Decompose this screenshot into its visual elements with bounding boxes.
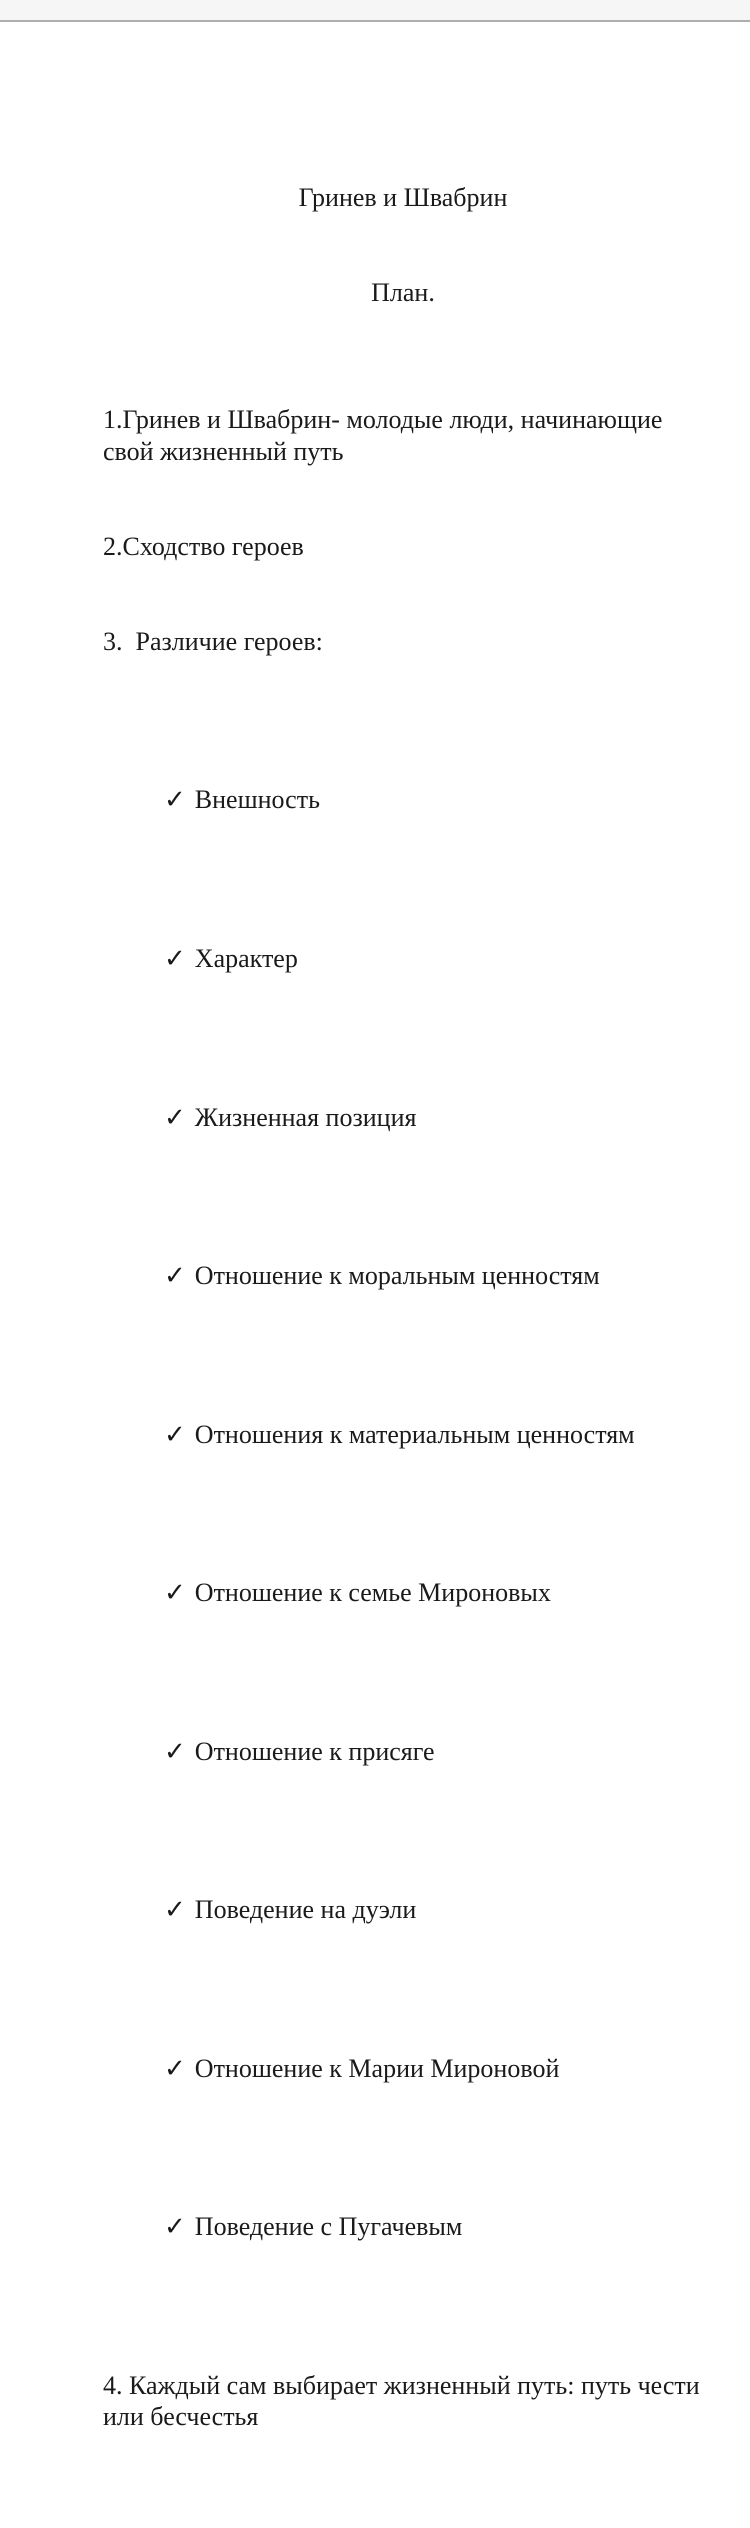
checklist-item: [103, 1228, 703, 1323]
check-icon: ✓: [164, 2212, 186, 2242]
checklist-item-label: Отношение к семье Мироновых: [194, 1578, 551, 1608]
checklist-item: [103, 1704, 703, 1799]
checklist-item-label: Отношение к Марии Мироновой: [194, 2053, 560, 2083]
checklist-item: [103, 2179, 703, 2274]
check-icon: ✓: [164, 1895, 186, 1925]
outline-item-2: 2.Сходство героев: [103, 531, 304, 561]
outline-document: [103, 87, 707, 2528]
checklist-item-label: Поведение на дуэли: [194, 1895, 417, 1925]
checklist-item-label: Поведение с Пугачевым: [194, 2212, 463, 2242]
checklist-item: [103, 2021, 703, 2116]
check-icon: ✓: [164, 1102, 186, 1132]
checklist-item-label: Жизненная позиция: [194, 1102, 417, 1132]
check-icon: ✓: [164, 1578, 186, 1608]
outline-item-1: 1.Гринев и Швабрин- молодые люди, начинающие свой жизненный путь: [103, 405, 669, 466]
document-title: Гринев и Швабрин: [298, 183, 508, 213]
check-icon: ✓: [164, 1419, 186, 1449]
checklist-item: [103, 1070, 703, 1165]
checklist-item-label: Характер: [194, 943, 298, 973]
checklist-item: [103, 1545, 703, 1640]
check-icon: ✓: [164, 785, 186, 815]
checklist-item: [103, 1862, 703, 1957]
check-icon: ✓: [164, 943, 186, 973]
checklist-item-label: Отношение к моральным ценностям: [194, 1261, 600, 1291]
checklist-item: [103, 911, 703, 1006]
top-chrome-strip: [0, 0, 750, 22]
checklist-item: [103, 1387, 703, 1482]
document-page: [0, 22, 750, 2432]
checklist-item-label: Отношение к присяге: [194, 1736, 435, 1766]
checklist-item-label: Внешность: [194, 785, 320, 815]
check-icon: ✓: [164, 1261, 186, 1291]
check-icon: ✓: [164, 2053, 186, 2083]
outline-item-4: 4. Каждый сам выбирает жизненный путь: путь чести или бесчестья: [103, 2370, 707, 2432]
checklist-item: [103, 753, 703, 848]
check-icon: ✓: [164, 1736, 186, 1766]
document-subtitle: План.: [371, 278, 435, 308]
checklist-item-label: Отношения к материальным ценностям: [194, 1419, 635, 1449]
outline-item-3: 3. Различие героев:: [103, 626, 323, 656]
